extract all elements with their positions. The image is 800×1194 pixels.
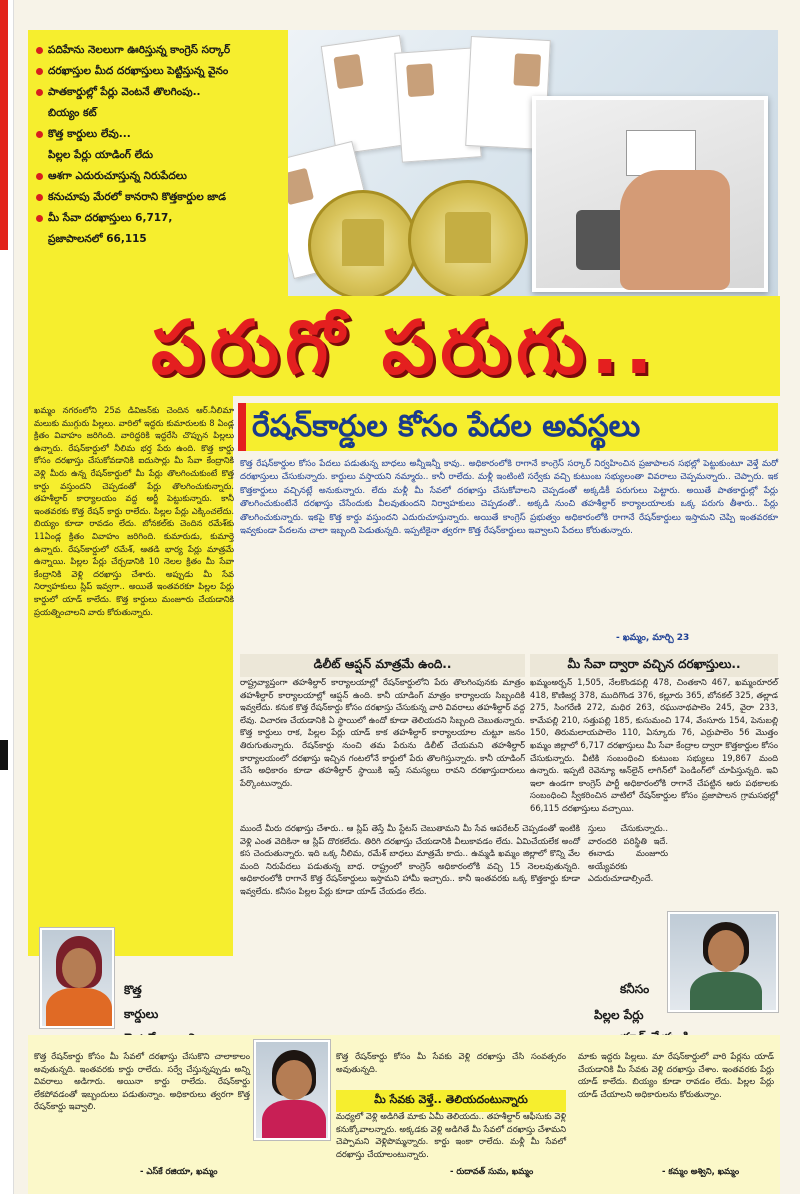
highlights-list xyxy=(34,40,294,250)
adjacent-page-edge xyxy=(0,0,14,1194)
testimonial-intro: కొత్త రేషన్‌కార్డు కోసం మీ సేవకు వెళ్లి దరఖాస్తు చేసి సంవత్సరం అవుతున్నది. xyxy=(336,1051,566,1074)
box-text: రాష్ట్రవ్యాప్తంగా తహశీల్దార్ కార్యాలయాల్లో రేషన్‌కార్డులోని పేరు తొలగింపునకు మాత్రం తహశీల్దార్ కార్యాలయాల్లో ఆప్షన్ ఉంది. కానీ యాడింగ్ మాత్రం కార్యాలయ సిబ్బందికి ఇవ్వలేదు. కనుక కొత్త రేషన్‌కార్డు కోసం దరఖాస్తు చేసుకున్న వారి వివరాలు తహశీల్దార్ వద్ద లేవు. విచారణ చేయడానికి ఏ స్థాయిలో ఉందో కూడా తెలియదని సిబ్బంది చెబుతున్నారు. కొత్త కార్డులు రాక, పిల్లల పేర్లు యాడ్ కాక తహశీల్దార్ కార్యాలయాల చుట్టూ జనం తిరుగుతున్నారు. రేషన్‌కార్డు నుంచి తమ పేరును డిలీట్ చేయమని తహశీల్దార్ కార్యాలయంలో దరఖాస్తు ఇచ్చిన గంటలోనే కార్డులో పేరు తొలగిస్తున్నారు. కానీ యాడింగ్ చేసే అధికారం కూడా తహశీల్దార్ స్థాయికి ఇస్తే సమస్యలు రావని దరఖాస్తుదారులు పేర్కొంటున్నారు. xyxy=(240,677,525,788)
highlight-item: కనుచూపు మేరలో కానరాని కొత్తకార్డుల జాడ xyxy=(34,187,294,208)
dateline: - ఖమ్మం, మార్చి 23 xyxy=(616,633,690,643)
pull-quote-line: కనీసం xyxy=(620,982,650,996)
biometric-scan-photo xyxy=(532,96,768,292)
government-seal-image xyxy=(408,180,528,300)
headline: పరుగో పరుగు.. xyxy=(151,305,659,391)
highlight-item: మీ సేవా దరఖాస్తులు 6,717, xyxy=(34,208,294,229)
continued-text: స్తులు చేసుకున్నారు.. వారందరి పరిస్థితి ఇదే. ఈనాడు మంజూరు అయ్యేవరకు ఎదురుచూడాల్సిందే. xyxy=(588,823,668,884)
intro-paragraph: కొత్త రేషన్‌కార్డుల కోసం పేదలు పడుతున్న బాధలు అన్నీఇన్నీ కావు.. అధికారంలోకి రాగానే కాంగ్రెస్ సర్కార్ నిర్వహించిన ప్రజాపాలన సభల్లో పెట్టుకుంటూ వెళ్తే మరో దరఖాస్తులు చేసుకున్నారు. కార్డులు వస్తాయని నమ్మారు.. కానీ రాలేదు. మళ్లీ ఇంటింటి సర్వేకు వచ్చి కుటుంబ సభ్యులంతా వివరాలు చెప్పమన్నారు.. చెప్పారు. ఇక కొత్తకార్డులు వచ్చినట్లే అనుకున్నారు. లేదు మళ్లీ మీ సేవలో దరఖాస్తు చేసుకోవాలని చెప్పడంతో అక్కడికీ పరుగులు పెట్టారు. అయితే పాతకార్డుల్లో పేర్లు తొలగించుకుంటేనే దరఖాస్తు చేసేందుకు వీలవుతుందని నిర్వాహకులు చెప్పడంతో.. అక్కడి నుంచి తహశీల్దార్ కార్యాలయాలకు ఒక్క పరుగు తీశారు.. పేర్లు తొలగించుకున్నారు. ఇకపై కొత్త కార్డు వస్తుందని ఎదురుచూస్తున్నారు. అయితే కాంగ్రెస్ ప్రభుత్వం అధికారంలోకి రాగానే రేషన్‌కార్డులు ఇస్తామని చెప్పి ఇంతవరకూ ఇవ్వకుండా పేదలను చాలా ఇబ్బంది పెడుతున్నది. ఇప్పటికైనా త్వరగా కొత్త రేషన్‌కార్డులు ఇవ్వాలని పేదలు కోరుతున్నారు. xyxy=(240,459,778,537)
continued-text: ముందే మీరు దరఖాస్తు చేశారు.. ఆ స్లిప్ తెస్తే మీ స్టేటస్ చెబుతామని మీ సేవ ఆపరేటర్ చెప్పడంతో ఇంటికి వెళ్లి ఎంత వెదికినా ఆ స్లిప్ దొరకలేదు. తిరిగి దరఖాస్తు చేయడానికి వీలుకావడం లేదు. ఏమిచేయలేక అందో కస చెందుతున్నారు. ఇది ఒక్క నీలిమ, రమేశ్ బాధలు మాత్రమే కాదు.. ఉమ్మడి ఖమ్మం జిల్లాలో కొన్ని వేల మంది నిరుపేదలు పడుతున్న బాధ. రాష్ట్రంలో కాంగ్రెస్ అధికారంలోకి వచ్చి 15 నెలలవుతున్నది. అధికారంలోకి రాగానే కొత్త రేషన్‌కార్డులు ఇస్తామని హామీ ఇచ్చారు.. కానీ ఇంతవరకు ఒక్క కొత్తకార్డు కూడా ఇవ్వలేదు. కనీసం పిల్లల పేర్లు కూడా యాడ్ చేయడం లేదు. xyxy=(240,823,580,896)
person-photo-razia xyxy=(40,928,114,1028)
highlight-item: దరఖాస్తుల మీద దరఖాస్తులు పెట్టిస్తున్న వైనం xyxy=(34,61,294,82)
hand-image xyxy=(620,170,730,290)
highlight-item-continued: పిల్లల పేర్లు యాడింగ్ లేదు xyxy=(48,149,154,161)
box-title: మీ సేవా ద్వారా వచ్చిన దరఖాస్తులు.. xyxy=(530,654,778,677)
highlight-item: ఆశగా ఎదురుచూస్తున్న నిరుపేదలు xyxy=(34,166,294,187)
subheadline: రేషన్‌కార్డుల కోసం పేదల అవస్థలు xyxy=(252,409,641,444)
testimonial-text: మధ్యలో వెళ్లి అడిగితే మాకు ఏమీ తెలియదు.. తహశీల్దార్ ఆఫీసుకు వెళ్లి కనుక్కోవాలన్నారు. అక్కడకు వెళ్లి అడిగితే మీ సేవలో దరఖాస్తు చేశామని చెప్పామని వెళ్లిపొమ్మన్నారు. కార్డు ఇంకా రాలేదు. మళ్లీ మీ సేవలో దరఖాస్తు చేయాలంటున్నారు. xyxy=(336,1111,566,1159)
box-text: ఖమ్మంఅర్బన్ 1,505, నేలకొండపల్లి 478, చింతకాని 467, ఖమ్మంరూరల్ 418, కొణిజర్ల 378, ముదిగొండ 376, కల్లూరు 365, బోనకల్ 325, తల్లాడ 275, సింగరేణి 272, మధిర 263, రఘునాథపాలెం 245, వైరా 233, కామేపల్లి 210, సత్తుపల్లి 185, కుసుమంచి 174, వేంసూరు 154, పెనుబల్లి 150, తిరుమలాయపాలెం 110, ఏన్కూరు 76, ఎర్రుపాలెం 56 మొత్తం ఖమ్మం జిల్లాలో 6,717 దరఖాస్తులు మీ సేవా కేంద్రాల ద్వారా కొత్తకార్డుల కోసం చేసుకున్నారు. వీటికి సంబంధించి కుటుంబ సభ్యులు 19,867 మంది ఉన్నారు. ఇప్పటి రెవెన్యూ ఆన్‌లైన్ లాగిన్‌లో పెండింగ్‌లో చూపిస్తున్నది. ఇవి ఇలా ఉండగా కాంగ్రెస్ పార్టీ అధికారంలోకి రాగానే చేపట్టిన ఆరు పథకాలకు సంబంధించి స్వీకరించిన వాటిలో రేషన్‌కార్డుల కోసం ప్రజాపాలన గ్రామసభల్లో 66,115 దరఖాస్తులు వచ్చాయి. xyxy=(530,677,778,813)
pull-quote-line: కొత్త xyxy=(124,983,142,997)
highlight-item: పదిహేను నెలలుగా ఊరిస్తున్న కాంగ్రెస్ సర్కార్ xyxy=(34,40,294,61)
highlight-item-continued: బియ్యం కట్ xyxy=(48,107,97,119)
box-title: డిలీట్ ఆప్షన్ మాత్రమే ఉంది.. xyxy=(240,654,525,677)
pull-quote-line: కార్డులు xyxy=(124,1007,159,1021)
left-column-text: ఖమ్మం నగరంలోని 25వ డివిజన్‌కు చెందిన ఆర్.నీలిమా మలుకు ముగ్గురు పిల్లలు. వారిలో ఇద్దరు కుమారులకు 8 ఏండ్ల క్రితం వివాహం జరిగింది. వారిద్దరికి ఇద్దరేసి చొప్పున పిల్లలు ఉన్నారు. రేషన్‌కార్డులో నీలిమ భర్త పేరు ఉంది. కొత్త కార్డు కోసం దరఖాస్తు చేసుకోవడానికి ఐదుసార్లు మీ సేవా కేంద్రానికి వెళ్లి మీరు ఉన్న రేషన్‌కార్డులో మీ పేర్లు తొలగించుకుంటే కొత్త కార్డు వస్తుందని చెప్పడంతో పేర్లు తొలగించుకున్నారు. తహశీల్దార్ కార్యాలయం వద్ద అర్జీ పెట్టుకున్నారు. కానీ ఇంతవరకు కొత్త రేషన్ కార్డు రాలేదు. పిల్లల పేర్లు ఎక్కించలేదు. బియ్యం కూడా రావడం లేదు. బోనకల్‌కు చెందిన రమేశ్‌కు 11ఏండ్ల క్రితం వివాహం జరిగింది. కుమారుడు, కుమార్తె ఉన్నారు. రేషన్‌కార్డులో రమేశ్, ఆతడి భార్య పేర్లు మాత్రమే ఉన్నాయి. పిల్లల పేర్లు చేర్చడానికి 10 నెలల క్రితం మీ సేవా కేంద్రానికి వెళ్లి దరఖాస్తు చేశారు. అప్పుడు మీ సేవ నిర్వాహకులు స్లిప్ ఇవ్వగా.. అయితే ఇంతవరకూ పిల్లల పేర్లు కార్డులో యాడ్ కాలేదు. కొత్త కార్డులు మంజూరు చేయడానికి ప్రయత్నించాలని వారు కోరుతున్నారు. xyxy=(34,405,234,617)
testimonial-title: మీ సేవకు వెళ్తే.. తెలియదంటున్నారు xyxy=(336,1090,566,1112)
testimonial-byline: - ఎస్‌కే రజియా, ఖమ్మం xyxy=(140,1166,218,1176)
highlight-item: కొత్త కార్డులు లేవు... xyxy=(34,124,294,145)
testimonial-byline: - రుదావత్ సుమ, ఖమ్మం xyxy=(450,1166,534,1176)
person-photo-ashwini xyxy=(668,912,778,1012)
edge-black-block xyxy=(0,740,8,770)
testimonial-byline: - కమ్మం అశ్విని, ఖమ్మం xyxy=(662,1166,740,1176)
ration-cards-photo xyxy=(288,30,778,300)
highlight-item: పాతకార్డుల్లో పేర్లు వెంటనే తొలగింపు.. xyxy=(34,82,294,103)
pull-quote-line: పిల్లల పేర్లు xyxy=(594,1008,644,1022)
government-seal-image xyxy=(308,190,418,300)
pull-quote xyxy=(620,978,649,1000)
highlight-item-continued: ప్రజాపాలనలో 66,115 xyxy=(48,233,147,245)
edge-red-block xyxy=(0,0,8,250)
testimonial-text: కొత్త రేషన్‌కార్డు కోసం మీ సేవలో దరఖాస్తు చేసుకొని చాలాకాలం అవుతున్నది. ఇంతవరకు కార్డు రాలేదు. సర్వే చేస్తున్నప్పుడు అన్ని వివరాలు అడిగారు. అయినా కార్డు రాలేదు. రేషన్‌కార్డు లేకపోవడంతో ఇబ్బందులు పడుతున్నాం. అధికారులు త్వరగా కొత్త రేషన్‌కార్డు ఇవ్వాలి. xyxy=(34,1051,250,1112)
person-photo-suma xyxy=(254,1040,330,1140)
testimonial-text: మాకు ఇద్దరు పిల్లలు. మా రేషన్‌కార్డులో వారి పేర్లను యాడ్ చేయడానికి మీ సేవకు వెళ్లి దరఖాస్తు చేశాం. ఇంతవరకు పేర్లు యాడ్ కాలేదు. బియ్యం కూడా రావడం లేదు. పిల్లల పేర్లు యాడ్ చేయాలని అధికారులను కోరుతున్నాం. xyxy=(578,1051,774,1099)
